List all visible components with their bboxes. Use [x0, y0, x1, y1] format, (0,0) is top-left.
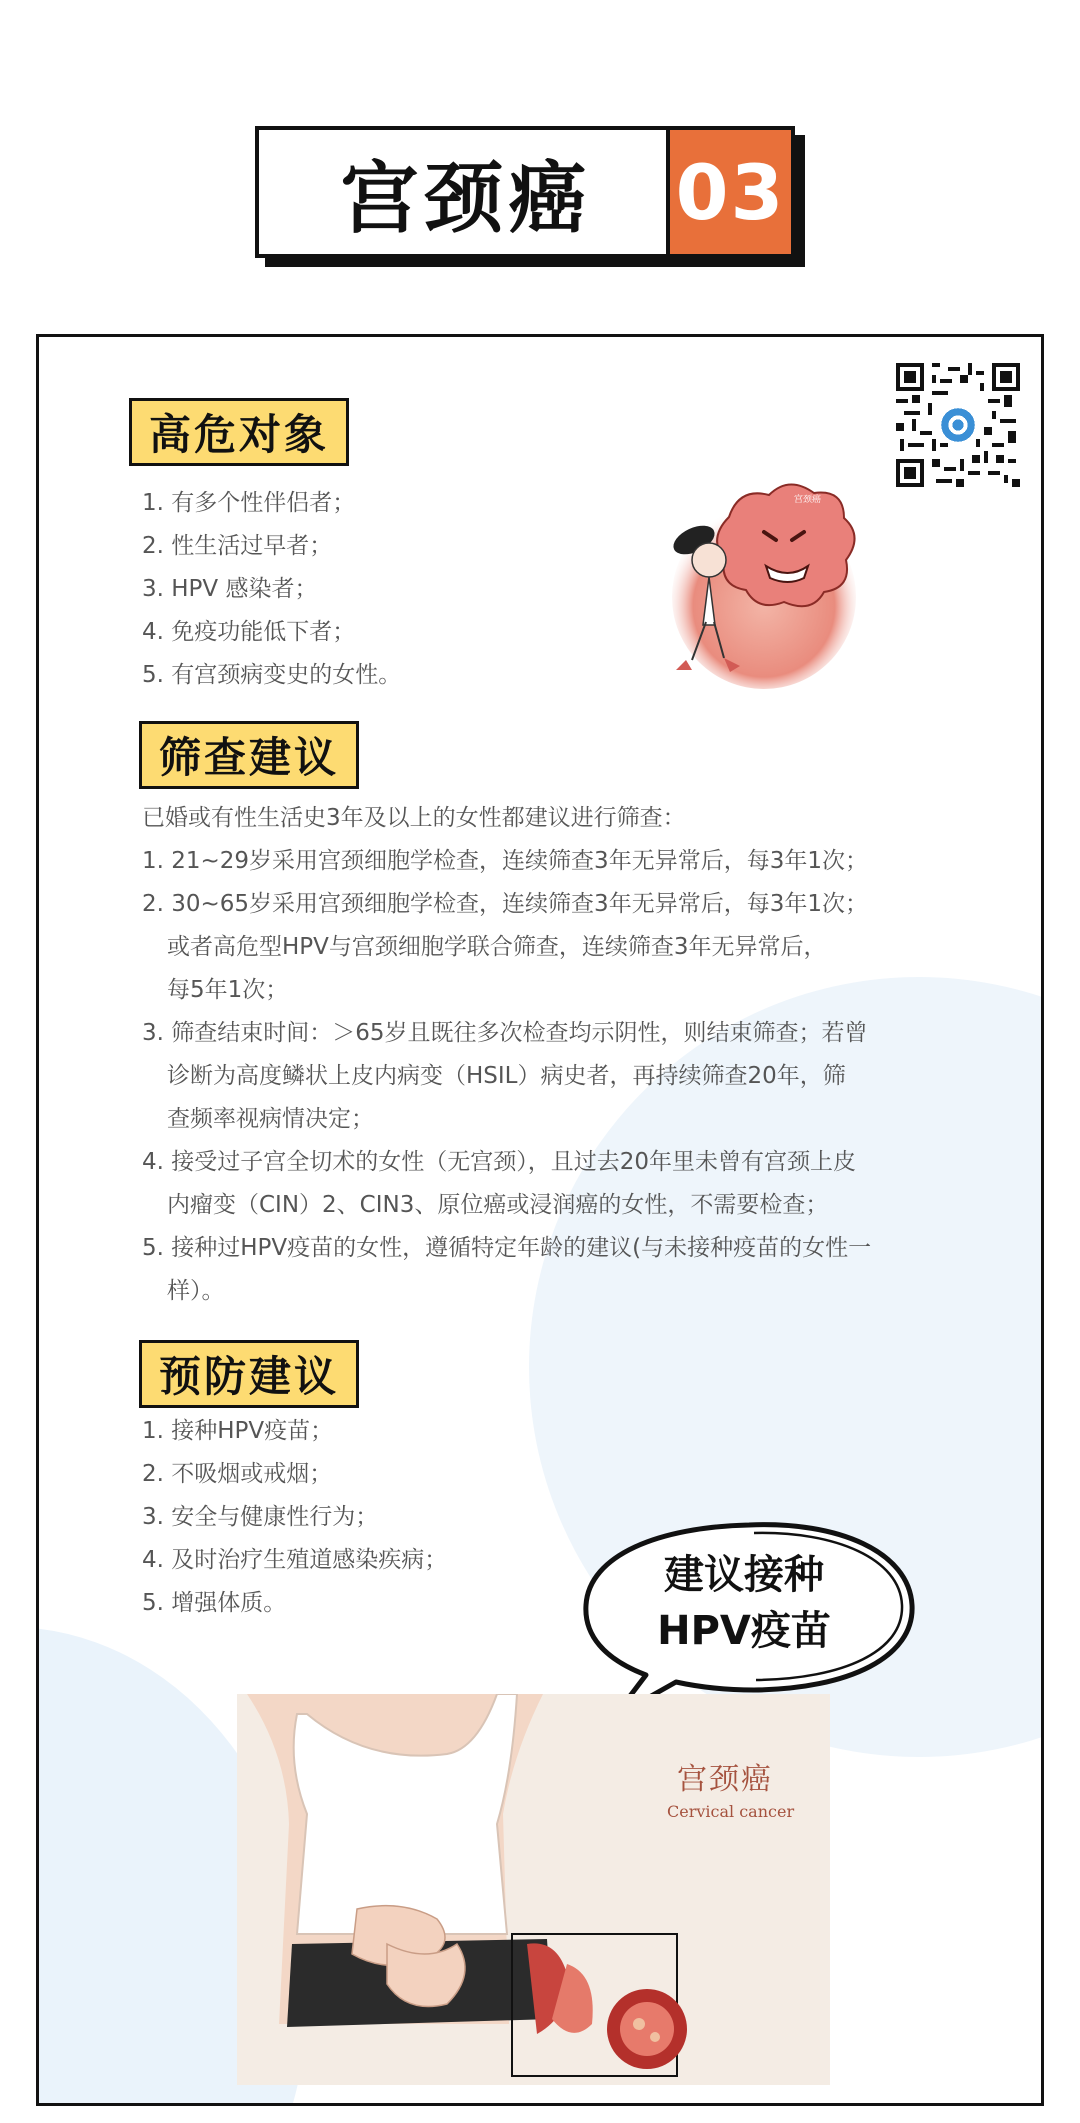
section-title-prevention: 预防建议	[139, 1340, 359, 1408]
cancer-monster-illustration	[654, 462, 899, 697]
section-title-high-risk: 高危对象	[129, 398, 349, 466]
bubble-line: HPV疫苗	[657, 1608, 831, 1654]
list-item: 2. 不吸烟或戒烟；	[142, 1461, 333, 1487]
prevention-list	[142, 1410, 447, 1625]
bubble-line: 建议接种	[664, 1552, 824, 1598]
list-item: 4. 免疫功能低下者；	[142, 619, 356, 645]
list-item: 5. 接种过HPV疫苗的女性，遵循特定年龄的建议(与未接种疫苗的女性一	[142, 1235, 872, 1261]
screening-list	[142, 797, 871, 1313]
list-item: 3. 安全与健康性行为；	[142, 1504, 379, 1530]
list-item: 4. 接受过子宫全切术的女性（无宫颈），且过去20年里未曾有宫颈上皮	[142, 1149, 857, 1175]
list-item-continuation: 或者高危型HPV与宫颈细胞学联合筛查，连续筛查3年无异常后，	[167, 934, 827, 960]
title-banner	[255, 126, 795, 258]
list-item-continuation: 查频率视病情决定；	[167, 1106, 374, 1132]
list-item-continuation: 每5年1次；	[167, 977, 289, 1003]
caption-chinese: 宫颈癌	[677, 1762, 773, 1797]
qr-code-icon	[896, 363, 1020, 487]
woman-figure-illustration	[237, 1694, 830, 2085]
screening-intro: 已婚或有性生活史3年及以上的女性都建议进行筛查：	[142, 805, 686, 831]
cervical-cancer-illustration	[237, 1694, 830, 2085]
list-item: 2. 性生活过早者；	[142, 533, 333, 559]
list-item: 1. 21~29岁采用宫颈细胞学检查，连续筛查3年无异常后，每3年1次；	[142, 848, 868, 874]
monster-label: 宫颈癌	[794, 495, 822, 505]
section-title-screening: 筛查建议	[139, 721, 359, 789]
list-item-continuation: 内瘤变（CIN）2、CIN3、原位癌或浸润癌的女性，不需要检查；	[167, 1192, 829, 1218]
section-number: 03	[666, 130, 791, 254]
caption-english: Cervical cancer	[667, 1802, 795, 1821]
list-item: 5. 有宫颈病变史的女性。	[142, 662, 402, 688]
list-item: 3. 筛查结束时间：＞65岁且既往多次检查均示阴性，则结束筛查；若曾	[142, 1020, 868, 1046]
list-item: 2. 30~65岁采用宫颈细胞学检查，连续筛查3年无异常后，每3年1次；	[142, 891, 868, 917]
bubble-text	[599, 1547, 889, 1659]
list-item: 3. HPV 感染者；	[142, 576, 318, 602]
list-item: 4. 及时治疗生殖道感染疾病；	[142, 1547, 448, 1573]
list-item: 1. 接种HPV疫苗；	[142, 1418, 334, 1444]
list-item-continuation: 样）。	[167, 1278, 225, 1304]
high-risk-list	[142, 482, 401, 697]
list-item: 5. 增强体质。	[142, 1590, 287, 1616]
page-title: 宫颈癌	[340, 154, 593, 244]
content-card	[36, 334, 1044, 2106]
list-item: 1. 有多个性伴侣者；	[142, 490, 356, 516]
list-item-continuation: 诊断为高度鳞状上皮内病变（HSIL）病史者，再持续筛查20年，筛	[167, 1063, 846, 1089]
